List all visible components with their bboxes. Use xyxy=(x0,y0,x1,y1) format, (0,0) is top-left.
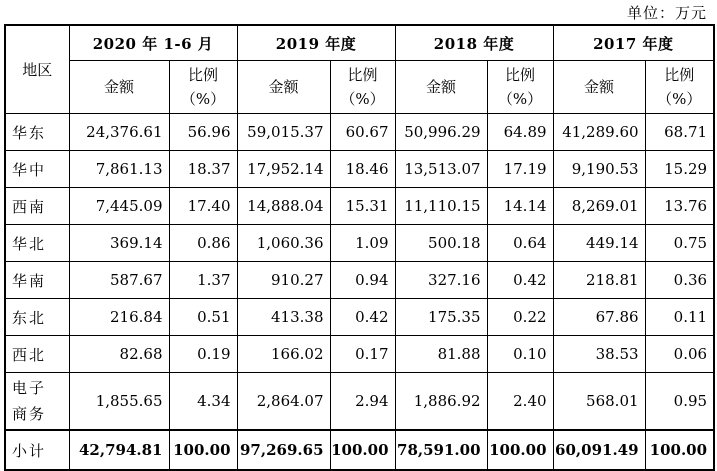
ratio-cell: 4.34 xyxy=(169,373,237,431)
ratio-header xyxy=(330,61,395,114)
amount-cell: 13,513.07 xyxy=(395,151,487,188)
amount-cell: 369.14 xyxy=(69,225,169,262)
amount-header: 金额 xyxy=(553,61,645,114)
region-cell: 西北 xyxy=(5,336,69,373)
ratio-cell: 68.71 xyxy=(645,114,714,151)
ratio-cell: 0.19 xyxy=(169,336,237,373)
ratio-header-unit: （%） xyxy=(340,90,385,108)
region-cell: 小计 xyxy=(5,430,69,470)
ratio-cell: 100.00 xyxy=(330,430,395,470)
ratio-cell: 56.96 xyxy=(169,114,237,151)
table-row xyxy=(5,225,714,262)
ratio-header-unit: （%） xyxy=(497,90,543,108)
ratio-cell: 0.06 xyxy=(645,336,714,373)
ratio-cell: 64.89 xyxy=(487,114,553,151)
table-row xyxy=(5,336,714,373)
ratio-header xyxy=(169,61,237,114)
period-header-2020h1: 2020 年 1-6 月 xyxy=(69,25,237,61)
ratio-cell: 0.42 xyxy=(487,262,553,299)
ratio-cell: 0.51 xyxy=(169,299,237,336)
ratio-cell: 0.22 xyxy=(487,299,553,336)
amount-cell: 413.38 xyxy=(237,299,330,336)
ratio-header-label: 比例 xyxy=(347,66,378,84)
amount-cell: 910.27 xyxy=(237,262,330,299)
ratio-cell: 18.46 xyxy=(330,151,395,188)
ratio-cell: 0.10 xyxy=(487,336,553,373)
region-cell-line: 商务 xyxy=(12,405,47,423)
table-row xyxy=(5,188,714,225)
ratio-cell: 0.94 xyxy=(330,262,395,299)
amount-cell: 1,855.65 xyxy=(69,373,169,431)
amount-cell: 14,888.04 xyxy=(237,188,330,225)
ratio-header-label: 比例 xyxy=(505,66,536,84)
period-header-2017: 2017 年度 xyxy=(553,25,714,61)
period-header-2018: 2018 年度 xyxy=(395,25,553,61)
region-cell: 华中 xyxy=(5,151,69,188)
ratio-cell: 0.86 xyxy=(169,225,237,262)
amount-cell: 7,445.09 xyxy=(69,188,169,225)
amount-cell: 175.35 xyxy=(395,299,487,336)
amount-cell: 50,996.29 xyxy=(395,114,487,151)
table-row xyxy=(5,299,714,336)
ratio-cell: 15.29 xyxy=(645,151,714,188)
table-row xyxy=(5,373,714,431)
amount-cell: 587.67 xyxy=(69,262,169,299)
amount-cell: 327.16 xyxy=(395,262,487,299)
ratio-cell: 0.95 xyxy=(645,373,714,431)
region-cell: 西南 xyxy=(5,188,69,225)
ratio-cell: 60.67 xyxy=(330,114,395,151)
ratio-cell: 0.36 xyxy=(645,262,714,299)
amount-cell: 1,886.92 xyxy=(395,373,487,431)
amount-cell: 38.53 xyxy=(553,336,645,373)
amount-cell: 166.02 xyxy=(237,336,330,373)
amount-cell: 82.68 xyxy=(69,336,169,373)
ratio-cell: 2.40 xyxy=(487,373,553,431)
ratio-cell: 17.40 xyxy=(169,188,237,225)
amount-cell: 67.86 xyxy=(553,299,645,336)
amount-header: 金额 xyxy=(395,61,487,114)
ratio-cell: 0.75 xyxy=(645,225,714,262)
ratio-header xyxy=(645,61,714,114)
amount-cell: 1,060.36 xyxy=(237,225,330,262)
ratio-cell: 17.19 xyxy=(487,151,553,188)
region-cell: 华南 xyxy=(5,262,69,299)
ratio-header-label: 比例 xyxy=(664,66,695,84)
amount-cell: 24,376.61 xyxy=(69,114,169,151)
ratio-cell: 0.17 xyxy=(330,336,395,373)
amount-cell: 41,289.60 xyxy=(553,114,645,151)
ratio-cell: 0.11 xyxy=(645,299,714,336)
amount-cell: 97,269.65 xyxy=(237,430,330,470)
amount-cell: 81.88 xyxy=(395,336,487,373)
ratio-header xyxy=(487,61,553,114)
ratio-header-unit: （%） xyxy=(657,90,702,108)
amount-cell: 59,015.37 xyxy=(237,114,330,151)
amount-cell: 78,591.00 xyxy=(395,430,487,470)
ratio-cell: 100.00 xyxy=(487,430,553,470)
amount-cell: 8,269.01 xyxy=(553,188,645,225)
ratio-cell: 18.37 xyxy=(169,151,237,188)
amount-cell: 11,110.15 xyxy=(395,188,487,225)
amount-cell: 216.84 xyxy=(69,299,169,336)
region-cell-line: 电子 xyxy=(12,379,47,397)
amount-cell: 9,190.53 xyxy=(553,151,645,188)
ratio-cell: 2.94 xyxy=(330,373,395,431)
total-row xyxy=(5,430,714,470)
amount-cell: 500.18 xyxy=(395,225,487,262)
amount-header: 金额 xyxy=(237,61,330,114)
amount-cell: 17,952.14 xyxy=(237,151,330,188)
ratio-cell: 13.76 xyxy=(645,188,714,225)
amount-cell: 2,864.07 xyxy=(237,373,330,431)
ratio-cell: 100.00 xyxy=(169,430,237,470)
ratio-header-unit: （%） xyxy=(180,90,226,108)
region-cell: 华东 xyxy=(5,114,69,151)
table-row xyxy=(5,151,714,188)
amount-cell: 60,091.49 xyxy=(553,430,645,470)
amount-cell: 568.01 xyxy=(553,373,645,431)
ratio-cell: 100.00 xyxy=(645,430,714,470)
ratio-cell: 15.31 xyxy=(330,188,395,225)
amount-header: 金额 xyxy=(69,61,169,114)
region-header: 地区 xyxy=(5,25,69,114)
region-cell: 东北 xyxy=(5,299,69,336)
amount-cell: 7,861.13 xyxy=(69,151,169,188)
table-row xyxy=(5,114,714,151)
regional-revenue-table xyxy=(4,24,715,471)
region-cell: 华北 xyxy=(5,225,69,262)
table-row xyxy=(5,262,714,299)
amount-cell: 218.81 xyxy=(553,262,645,299)
region-cell xyxy=(5,373,69,431)
ratio-header-label: 比例 xyxy=(188,66,219,84)
period-header-2019: 2019 年度 xyxy=(237,25,395,61)
ratio-cell: 0.42 xyxy=(330,299,395,336)
unit-label: 单位：万元 xyxy=(626,4,707,22)
ratio-cell: 0.64 xyxy=(487,225,553,262)
ratio-cell: 1.09 xyxy=(330,225,395,262)
ratio-cell: 1.37 xyxy=(169,262,237,299)
amount-cell: 42,794.81 xyxy=(69,430,169,470)
ratio-cell: 14.14 xyxy=(487,188,553,225)
amount-cell: 449.14 xyxy=(553,225,645,262)
